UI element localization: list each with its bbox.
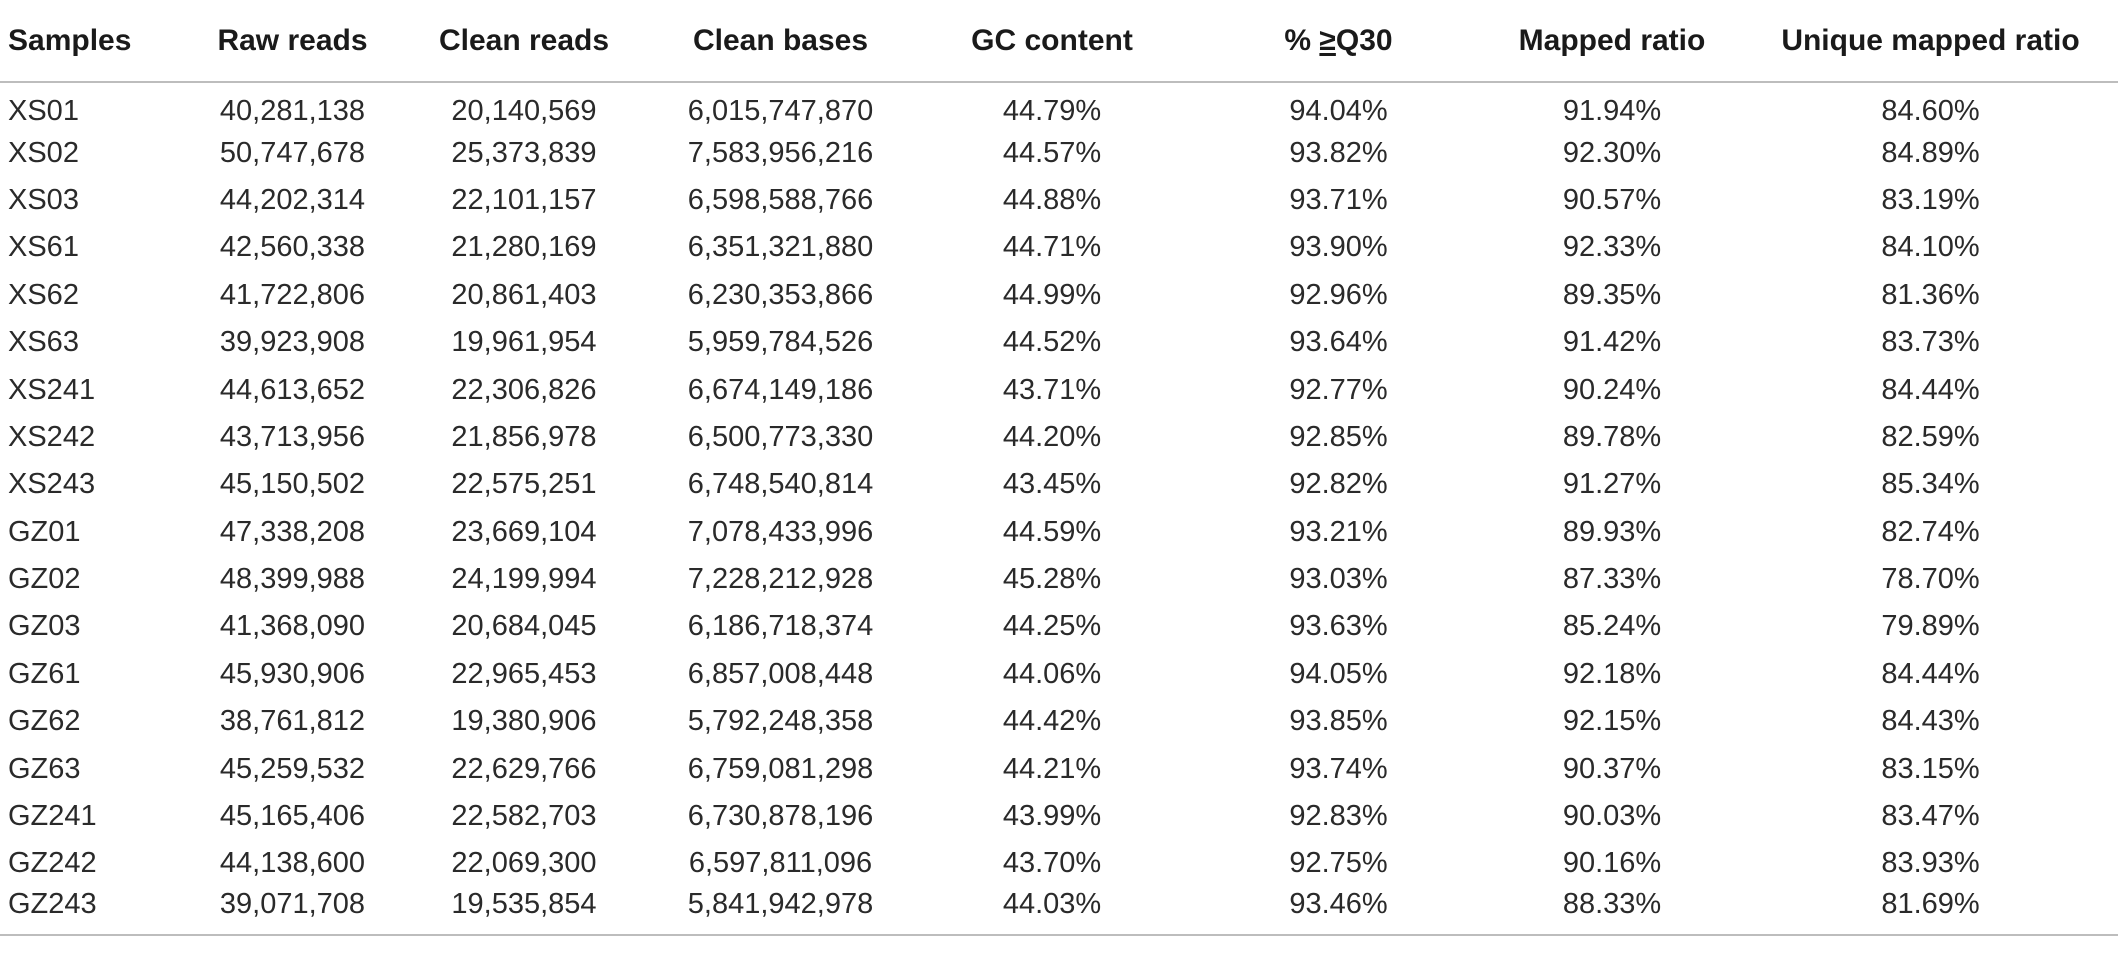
cell-mapped-ratio: 90.37% xyxy=(1562,752,1662,785)
cell-mapped-ratio: 89.35% xyxy=(1562,278,1662,311)
cell-unique-mapped-ratio: 84.10% xyxy=(1881,231,1980,264)
cell-clean-reads: 20,861,403 xyxy=(451,278,597,311)
cell-clean-reads: 22,069,300 xyxy=(451,847,597,880)
cell-clean-bases: 6,730,878,196 xyxy=(687,800,874,833)
cell-gc-content: 44.99% xyxy=(1002,278,1102,311)
cell-clean-reads: 20,140,569 xyxy=(451,94,597,127)
cell-sample: GZ02 xyxy=(8,563,81,596)
cell-q30: 93.03% xyxy=(1289,563,1388,596)
cell-gc-content: 44.71% xyxy=(1002,231,1102,264)
header-q30 xyxy=(1196,0,1481,82)
table-row xyxy=(0,272,2118,319)
cell-raw-reads: 42,560,338 xyxy=(219,231,366,264)
cell-q30: 93.46% xyxy=(1196,888,1481,935)
cell-sample: GZ03 xyxy=(8,610,81,643)
cell-unique-mapped-ratio: 84.89% xyxy=(1881,136,1980,169)
table-body xyxy=(0,82,2118,935)
cell-clean-bases: 7,078,433,996 xyxy=(687,515,874,548)
cell-gc-content: 44.06% xyxy=(1002,657,1102,690)
cell-clean-reads: 20,684,045 xyxy=(451,610,597,643)
cell-mapped-ratio: 89.78% xyxy=(1562,420,1662,453)
cell-mapped-ratio: 91.42% xyxy=(1562,326,1662,359)
cell-sample: GZ242 xyxy=(8,847,97,880)
cell-raw-reads: 39,071,708 xyxy=(190,888,395,935)
table-row xyxy=(0,651,2118,698)
cell-clean-reads: 23,669,104 xyxy=(451,515,597,548)
cell-gc-content: 44.59% xyxy=(1002,515,1102,548)
cell-gc-content: 44.88% xyxy=(1002,183,1102,216)
cell-clean-bases: 6,351,321,880 xyxy=(687,231,874,264)
cell-mapped-ratio: 90.57% xyxy=(1562,183,1662,216)
cell-gc-content: 44.25% xyxy=(1002,610,1102,643)
cell-raw-reads: 45,259,532 xyxy=(219,752,366,785)
cell-q30: 92.82% xyxy=(1289,468,1388,501)
cell-gc-content: 44.79% xyxy=(1002,94,1102,127)
cell-clean-bases: 6,230,353,866 xyxy=(687,278,874,311)
cell-raw-reads: 40,281,138 xyxy=(219,94,366,127)
cell-raw-reads: 45,930,906 xyxy=(219,657,366,690)
table-row xyxy=(0,224,2118,271)
cell-gc-content: 44.52% xyxy=(1002,326,1102,359)
cell-q30: 93.63% xyxy=(1289,610,1388,643)
cell-sample: XS02 xyxy=(8,136,79,169)
header-q30-suffix: Q30 xyxy=(1335,23,1393,57)
cell-clean-bases: 5,841,942,978 xyxy=(653,888,908,935)
cell-q30: 93.74% xyxy=(1289,752,1388,785)
cell-sample: GZ241 xyxy=(8,800,97,833)
table-row xyxy=(0,793,2118,840)
cell-gc-content: 43.45% xyxy=(1002,468,1102,501)
cell-clean-reads: 19,961,954 xyxy=(451,326,597,359)
cell-q30: 93.21% xyxy=(1289,515,1388,548)
cell-raw-reads: 41,368,090 xyxy=(219,610,366,643)
table-row xyxy=(0,556,2118,603)
cell-sample: GZ01 xyxy=(8,515,81,548)
cell-mapped-ratio: 85.24% xyxy=(1562,610,1662,643)
cell-clean-reads: 22,582,703 xyxy=(451,800,597,833)
cell-unique-mapped-ratio: 83.93% xyxy=(1881,847,1980,880)
header-samples: Samples xyxy=(0,0,190,82)
table-row xyxy=(0,509,2118,556)
cell-gc-content: 44.20% xyxy=(1002,420,1102,453)
table-row xyxy=(0,888,2118,935)
header-clean-bases: Clean bases xyxy=(653,0,908,82)
cell-clean-bases: 6,500,773,330 xyxy=(687,420,874,453)
table-row xyxy=(0,414,2118,461)
cell-gc-content: 44.03% xyxy=(908,888,1196,935)
cell-clean-bases: 6,015,747,870 xyxy=(687,94,874,127)
cell-clean-bases: 6,674,149,186 xyxy=(687,373,874,406)
cell-raw-reads: 47,338,208 xyxy=(219,515,366,548)
cell-gc-content: 45.28% xyxy=(1002,563,1102,596)
cell-mapped-ratio: 92.15% xyxy=(1562,705,1662,738)
table-row xyxy=(0,129,2118,176)
cell-clean-bases: 6,186,718,374 xyxy=(687,610,874,643)
table-row xyxy=(0,319,2118,366)
cell-clean-reads: 25,373,839 xyxy=(451,136,597,169)
cell-clean-reads: 22,101,157 xyxy=(451,183,597,216)
cell-sample: XS62 xyxy=(8,278,79,311)
cell-q30: 92.77% xyxy=(1289,373,1388,406)
cell-mapped-ratio: 92.33% xyxy=(1562,231,1662,264)
cell-sample: GZ61 xyxy=(8,657,81,690)
header-mapped-ratio: Mapped ratio xyxy=(1481,0,1743,82)
cell-q30: 92.83% xyxy=(1289,800,1388,833)
cell-clean-reads: 22,629,766 xyxy=(451,752,597,785)
cell-clean-bases: 7,583,956,216 xyxy=(687,136,874,169)
cell-q30: 93.71% xyxy=(1289,183,1388,216)
cell-sample: XS61 xyxy=(8,231,79,264)
cell-mapped-ratio: 90.03% xyxy=(1562,800,1662,833)
cell-q30: 94.04% xyxy=(1289,94,1388,127)
cell-mapped-ratio: 90.16% xyxy=(1562,847,1662,880)
cell-clean-reads: 19,535,854 xyxy=(395,888,653,935)
cell-sample: XS63 xyxy=(8,326,79,359)
header-q30-symbol: ≥ xyxy=(1319,23,1336,57)
cell-unique-mapped-ratio: 84.44% xyxy=(1881,373,1980,406)
cell-mapped-ratio: 87.33% xyxy=(1562,563,1662,596)
cell-raw-reads: 44,138,600 xyxy=(219,847,366,880)
cell-mapped-ratio: 92.18% xyxy=(1562,657,1662,690)
cell-gc-content: 43.70% xyxy=(1002,847,1102,880)
cell-clean-reads: 21,280,169 xyxy=(451,231,597,264)
cell-gc-content: 43.99% xyxy=(1002,800,1102,833)
cell-raw-reads: 44,202,314 xyxy=(219,183,366,216)
cell-mapped-ratio: 92.30% xyxy=(1562,136,1662,169)
cell-q30: 92.96% xyxy=(1289,278,1388,311)
cell-clean-bases: 6,598,588,766 xyxy=(687,183,874,216)
cell-unique-mapped-ratio: 84.43% xyxy=(1881,705,1980,738)
cell-clean-bases: 6,597,811,096 xyxy=(688,847,873,880)
cell-mapped-ratio: 90.24% xyxy=(1562,373,1662,406)
cell-sample: XS242 xyxy=(8,420,96,453)
cell-clean-reads: 19,380,906 xyxy=(451,705,597,738)
cell-raw-reads: 45,165,406 xyxy=(219,800,366,833)
cell-clean-bases: 6,857,008,448 xyxy=(687,657,874,690)
table-row xyxy=(0,461,2118,508)
cell-raw-reads: 43,713,956 xyxy=(219,420,366,453)
cell-q30: 94.05% xyxy=(1289,657,1388,690)
header-unique-mapped-ratio: Unique mapped ratio xyxy=(1743,0,2118,82)
table-row xyxy=(0,698,2118,745)
cell-unique-mapped-ratio: 83.73% xyxy=(1881,326,1980,359)
cell-sample: XS01 xyxy=(8,94,79,127)
cell-sample: XS03 xyxy=(8,183,79,216)
cell-unique-mapped-ratio: 79.89% xyxy=(1881,610,1980,643)
cell-raw-reads: 50,747,678 xyxy=(219,136,366,169)
cell-unique-mapped-ratio: 78.70% xyxy=(1881,563,1980,596)
cell-sample: GZ62 xyxy=(8,705,81,738)
header-raw-reads: Raw reads xyxy=(190,0,395,82)
cell-raw-reads: 48,399,988 xyxy=(219,563,366,596)
cell-unique-mapped-ratio: 83.19% xyxy=(1881,183,1980,216)
cell-unique-mapped-ratio: 84.44% xyxy=(1881,657,1980,690)
cell-clean-reads: 22,575,251 xyxy=(451,468,597,501)
cell-sample: XS241 xyxy=(8,373,96,406)
cell-unique-mapped-ratio: 82.74% xyxy=(1881,515,1980,548)
header-gc-content: GC content xyxy=(908,0,1196,82)
table-row xyxy=(0,82,2118,129)
table-row xyxy=(0,840,2118,887)
cell-raw-reads: 38,761,812 xyxy=(219,705,366,738)
cell-mapped-ratio: 91.94% xyxy=(1562,94,1662,127)
cell-q30: 92.85% xyxy=(1289,420,1388,453)
cell-raw-reads: 44,613,652 xyxy=(219,373,366,406)
header-q30-prefix: % xyxy=(1284,23,1320,57)
cell-gc-content: 44.57% xyxy=(1002,136,1102,169)
cell-clean-reads: 24,199,994 xyxy=(451,563,597,596)
table-row xyxy=(0,745,2118,792)
cell-mapped-ratio: 89.93% xyxy=(1562,515,1662,548)
cell-unique-mapped-ratio: 81.36% xyxy=(1881,278,1980,311)
cell-raw-reads: 45,150,502 xyxy=(219,468,366,501)
cell-sample: XS243 xyxy=(8,468,96,501)
table-row xyxy=(0,603,2118,650)
cell-sample: GZ243 xyxy=(0,888,190,935)
cell-clean-reads: 22,965,453 xyxy=(451,657,597,690)
cell-clean-reads: 22,306,826 xyxy=(451,373,597,406)
cell-gc-content: 44.21% xyxy=(1002,752,1102,785)
cell-unique-mapped-ratio: 81.69% xyxy=(1743,888,2118,935)
cell-unique-mapped-ratio: 83.47% xyxy=(1881,800,1980,833)
cell-unique-mapped-ratio: 83.15% xyxy=(1881,752,1980,785)
cell-unique-mapped-ratio: 84.60% xyxy=(1881,94,1980,127)
cell-raw-reads: 39,923,908 xyxy=(219,326,366,359)
cell-clean-reads: 21,856,978 xyxy=(451,420,597,453)
cell-clean-bases: 6,759,081,298 xyxy=(687,752,874,785)
cell-q30: 92.75% xyxy=(1289,847,1388,880)
cell-gc-content: 43.71% xyxy=(1002,373,1102,406)
table-row xyxy=(0,366,2118,413)
cell-clean-bases: 7,228,212,928 xyxy=(687,563,874,596)
header-row xyxy=(0,0,2118,82)
cell-mapped-ratio: 91.27% xyxy=(1562,468,1662,501)
cell-q30: 93.85% xyxy=(1289,705,1388,738)
cell-q30: 93.90% xyxy=(1289,231,1388,264)
cell-unique-mapped-ratio: 85.34% xyxy=(1881,468,1980,501)
cell-q30: 93.82% xyxy=(1289,136,1388,169)
table-row xyxy=(0,177,2118,224)
cell-clean-bases: 6,748,540,814 xyxy=(687,468,874,501)
cell-clean-bases: 5,959,784,526 xyxy=(687,326,874,359)
header-clean-reads: Clean reads xyxy=(395,0,653,82)
cell-gc-content: 44.42% xyxy=(1002,705,1102,738)
cell-sample: GZ63 xyxy=(8,752,81,785)
cell-mapped-ratio: 88.33% xyxy=(1481,888,1743,935)
cell-q30: 93.64% xyxy=(1289,326,1388,359)
cell-unique-mapped-ratio: 82.59% xyxy=(1881,420,1980,453)
cell-clean-bases: 5,792,248,358 xyxy=(687,705,874,738)
cell-raw-reads: 41,722,806 xyxy=(219,278,366,311)
